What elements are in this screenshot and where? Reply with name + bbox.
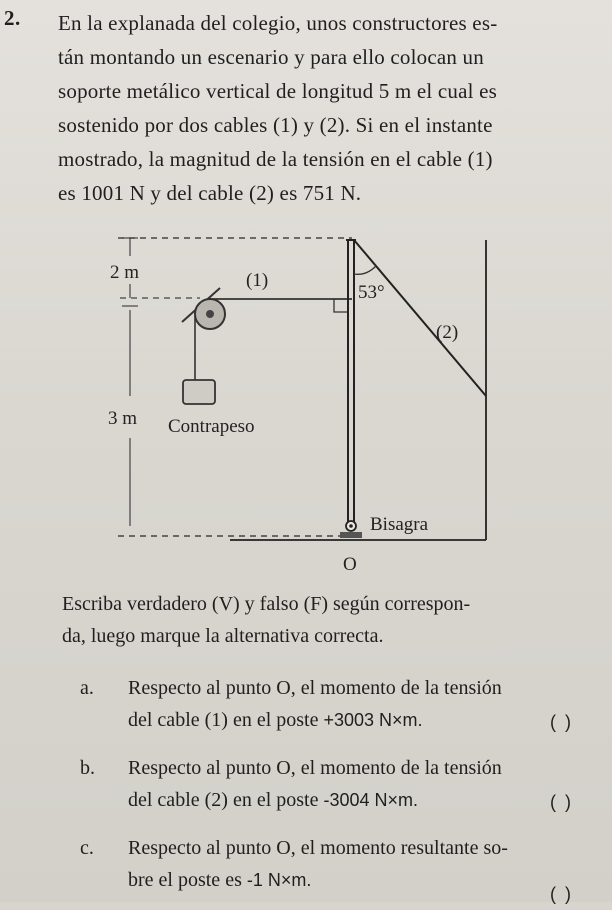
item-unit: N×m. — [267, 870, 312, 890]
statement-item-c — [80, 832, 600, 902]
label-counterweight: Contrapeso — [168, 416, 255, 437]
statement-line: sostenido por dos cables (1) y (2). Si en el instante — [58, 113, 493, 137]
item-line-prefix: del cable (1) en el poste — [128, 709, 324, 731]
figure-svg — [90, 226, 510, 586]
item-text — [128, 672, 598, 736]
item-line — [128, 704, 598, 736]
label-point-o: O — [343, 554, 357, 575]
item-letter: c. — [80, 837, 94, 859]
item-letter: a. — [80, 677, 94, 699]
label-cable-2: (2) — [436, 322, 459, 343]
label-3m: 3 m — [108, 408, 138, 429]
item-unit: N×m. — [379, 710, 423, 730]
item-line — [128, 864, 598, 896]
statement-line: mostrado, la magnitud de la tensión en el cable (1) — [58, 147, 493, 171]
item-unit: N×m. — [374, 790, 419, 810]
label-hinge: Bisagra — [370, 514, 429, 535]
statement-item-b — [80, 752, 600, 822]
instructions-line: da, luego marque la alternativa correcta. — [62, 625, 384, 647]
statement-line: soporte metálico vertical de longitud 5 m el cual es — [58, 79, 498, 103]
instructions — [62, 588, 602, 652]
item-line — [128, 784, 598, 816]
counterweight — [183, 380, 215, 404]
problem-number: 2. — [4, 6, 21, 30]
item-line: Respecto al punto O, el momento de la tensión — [128, 757, 502, 779]
statement-line: es 1001 N y del cable (2) es 751 N. — [58, 181, 362, 205]
angle-arc — [354, 266, 376, 274]
item-line-prefix: del cable (2) en el poste — [128, 789, 324, 811]
label-2m: 2 m — [110, 262, 140, 283]
instructions-line: Escriba verdadero (V) y falso (F) según correspon- — [62, 593, 471, 615]
item-line: Respecto al punto O, el momento resultante so- — [128, 837, 508, 859]
item-value: -3004 — [323, 790, 370, 810]
item-value: +3003 — [323, 710, 375, 730]
hinge-center — [349, 524, 353, 528]
pulley-axle — [206, 310, 214, 318]
hinge-base — [340, 532, 362, 538]
statement-line: En la explanada del colegio, unos constructores es- — [58, 11, 498, 35]
physics-figure — [90, 226, 510, 586]
label-angle: 53° — [358, 282, 385, 303]
label-cable-1: (1) — [246, 270, 269, 291]
right-angle-marker — [334, 299, 347, 312]
statement-item-a — [80, 672, 600, 742]
answer-box-a[interactable]: ( ) — [550, 712, 573, 732]
cable-2 — [354, 240, 486, 396]
answer-box-b[interactable]: ( ) — [550, 792, 573, 812]
statement-line: tán montando un escenario y para ello colocan un — [58, 45, 484, 69]
answer-box-c[interactable]: ( ) — [550, 884, 573, 904]
item-text — [128, 752, 598, 816]
item-text — [128, 832, 598, 896]
item-line-prefix: bre el poste es — [128, 869, 247, 891]
item-value: -1 — [246, 870, 263, 890]
problem-statement — [58, 6, 586, 210]
item-line: Respecto al punto O, el momento de la tensión — [128, 677, 502, 699]
item-letter: b. — [80, 757, 95, 779]
